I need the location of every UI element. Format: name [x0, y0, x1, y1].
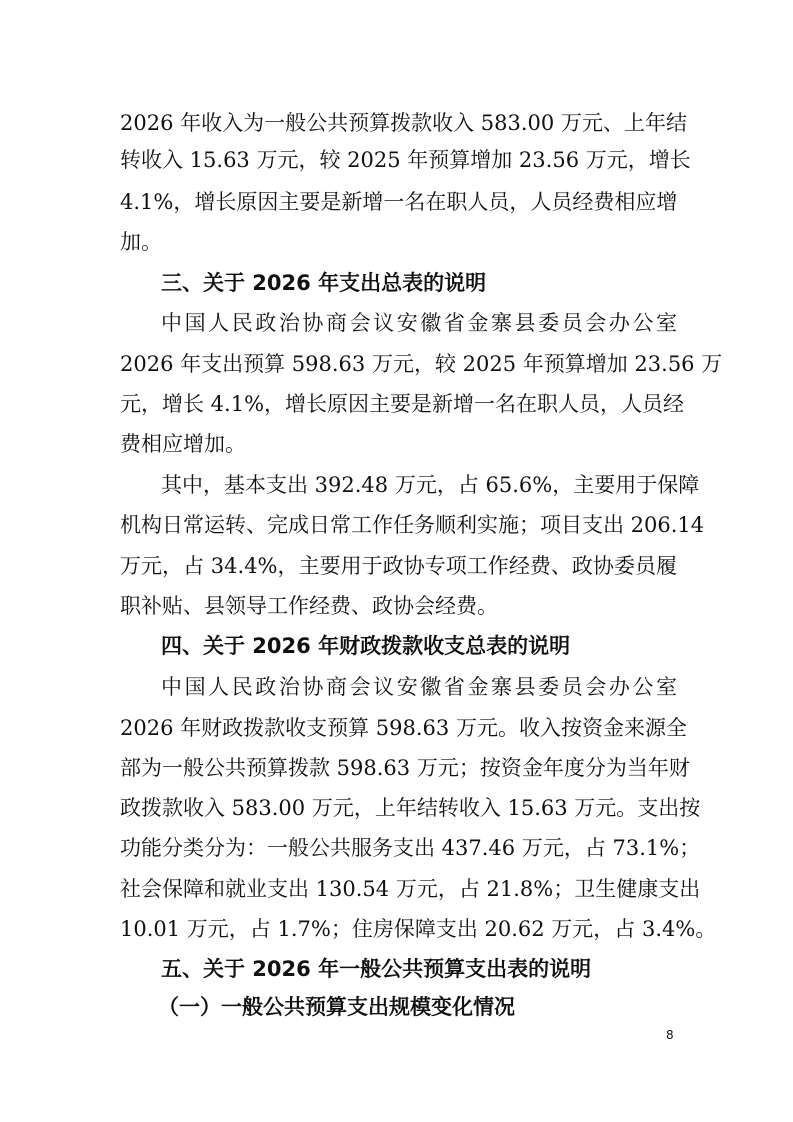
- paragraph-line: 元，增长 4.1%，增长原因主要是新增一名在职人员，人员经: [120, 392, 685, 416]
- paragraph-line: 2026 年收入为一般公共预算拨款收入 583.00 万元、上年结: [120, 111, 687, 135]
- section-heading: 四、关于 2026 年财政拨款收支总表的说明: [161, 634, 571, 658]
- paragraph-line: 政拨款收入 583.00 万元，上年结转收入 15.63 万元。支出按: [120, 796, 701, 820]
- paragraph-line: 社会保障和就业支出 130.54 万元，占 21.8%；卫生健康支出: [120, 877, 701, 901]
- paragraph-line: 中国人民政治协商会议安徽省金寨县委员会办公室: [161, 311, 677, 335]
- section-heading: 五、关于 2026 年一般公共预算支出表的说明: [161, 957, 592, 981]
- paragraph-line: 功能分类分为：一般公共服务支出 437.46 万元，占 73.1%；: [120, 836, 701, 860]
- paragraph-line: 费相应增加。: [120, 432, 246, 456]
- paragraph-line: 2026 年支出预算 598.63 万元，较 2025 年预算增加 23.56 万: [120, 352, 723, 376]
- paragraph-line: 4.1%，增长原因主要是新增一名在职人员，人员经费相应增: [120, 190, 678, 214]
- subsection-heading: （一）一般公共预算支出规模变化情况: [158, 995, 515, 1019]
- paragraph-line: 转收入 15.63 万元，较 2025 年预算增加 23.56 万元，增长: [120, 148, 691, 172]
- page-number: 8: [666, 1028, 674, 1042]
- paragraph-line: 职补贴、县领导工作经费、政协会经费。: [120, 594, 498, 618]
- paragraph-line: 2026 年财政拨款收支预算 598.63 万元。收入按资金来源全: [120, 716, 687, 740]
- paragraph-line: 机构日常运转、完成日常工作任务顺利实施；项目支出 206.14: [120, 513, 705, 537]
- paragraph-line: 万元，占 34.4%，主要用于政协专项工作经费、政协委员履: [120, 554, 677, 578]
- paragraph-line: 加。: [120, 230, 162, 254]
- paragraph-line: 中国人民政治协商会议安徽省金寨县委员会办公室: [161, 675, 677, 699]
- paragraph-line: 10.01 万元，占 1.7%；住房保障支出 20.62 万元，占 3.4%。: [120, 917, 717, 941]
- paragraph-line: 部为一般公共预算拨款 598.63 万元；按资金年度分为当年财: [120, 756, 690, 780]
- section-heading: 三、关于 2026 年支出总表的说明: [161, 271, 487, 295]
- paragraph-line: 其中，基本支出 392.48 万元，占 65.6%，主要用于保障: [161, 473, 700, 497]
